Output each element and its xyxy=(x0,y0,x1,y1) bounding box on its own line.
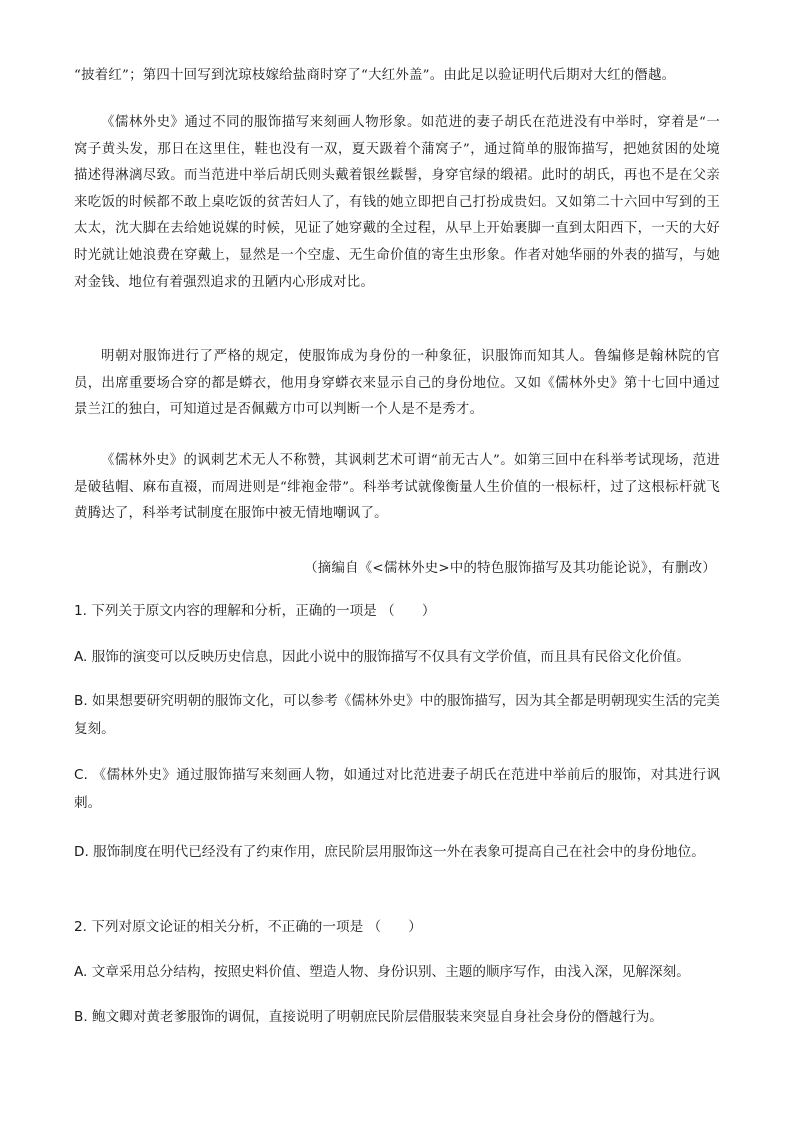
question-1-option-b[interactable]: B. 如果想要研究明朝的服饰文化，可以参考《儒林外史》中的服饰描写，因为其全都是明朝现实生活的完美复刻。 xyxy=(74,693,720,737)
passage-continuation-line: “披着红”；第四十回写到沈琼枝嫁给盐商时穿了“大红外盖”。由此足以验证明代后期对大红的僭越。 xyxy=(74,68,676,83)
passage-paragraph-3: 《儒林外史》的讽刺艺术无人不称赞，其讽刺艺术可谓“前无古人”。如第三回中在科举考试现场，范进是破毡帽、麻布直裰，而周进则是“绯袍金带”。科举考试就像衡量人生价值的一根标杆，过了这根标杆就飞黄腾达了，科举考试制度在服饰中被无情地嘲讽了。 xyxy=(74,453,720,522)
passage-paragraph-2: 明朝对服饰进行了严格的规定，使服饰成为身份的一种象征，识服饰而知其人。鲁编修是翰林院的官员，出席重要场合穿的都是蟒衣，他用身穿蟒衣来显示自己的身份地位。又如《儒林外史》第十七回中通过景兰江的独白，可知道过是否佩戴方巾可以判断一个人是不是秀才。 xyxy=(74,349,720,418)
source-citation: （摘编自《<儒林外史>中的特色服饰描写及其功能论说》，有删改） xyxy=(304,561,716,576)
question-2-option-b[interactable]: B. 鲍文卿对黄老爹服饰的调侃，直接说明了明朝庶民阶层借服装来突显自身社会身份的僭越行为。 xyxy=(74,1009,663,1025)
question-1-option-a[interactable]: A. 服饰的演变可以反映历史信息，因此小说中的服饰描写不仅具有文学价值，而且具有民俗文化价值。 xyxy=(74,649,690,665)
passage-paragraph-1: 《儒林外史》通过不同的服饰描写来刻画人物形象。如范进的妻子胡氏在范进没有中举时，穿着是“一窝子黄头发，那日在这里住，鞋也没有一双，夏天趿着个蒲窝子”，通过简单的服饰描写，把她贫困的处境描述得淋漓尽致。而当范进中举后胡氏则头戴着银丝鬏髻，身穿官绿的缎裙。此时的胡氏，再也不是在父亲来吃饭的时候都不敢上桌吃饭的贫苦妇人了，有钱的她立即把自己打扮成贵妇。又如第二十六回中写到的王太太，沈大脚在去给她说媒的时候，见证了她穿戴的全过程，从早上开始裹脚一直到太阳西下，一天的大好时光就让她浪费在穿戴上，显然是一个空虚、无生命价值的寄生虫形象。作者对她华丽的外表的描写，与她对金钱、地位有着强烈追求的丑陋内心形成对比。 xyxy=(74,115,720,290)
question-2-stem: 2. 下列对原文论证的相关分析，不正确的一项是 （ ） xyxy=(74,919,422,935)
question-1-option-c[interactable]: C. 《儒林外史》通过服饰描写来刻画人物，如通过对比范进妻子胡氏在范进中举前后的服饰，对其进行讽刺。 xyxy=(74,767,720,811)
question-1-option-d[interactable]: D. 服饰制度在明代已经没有了约束作用，庶民阶层用服饰这一外在表象可提高自己在社会中的身份地位。 xyxy=(74,844,705,860)
question-2-option-a[interactable]: A. 文章采用总分结构，按照史料价值、塑造人物、身份识别、主题的顺序写作，由浅入深，见解深刻。 xyxy=(74,964,690,980)
question-1-stem: 1. 下列关于原文内容的理解和分析，正确的一项是 （ ） xyxy=(74,603,436,619)
